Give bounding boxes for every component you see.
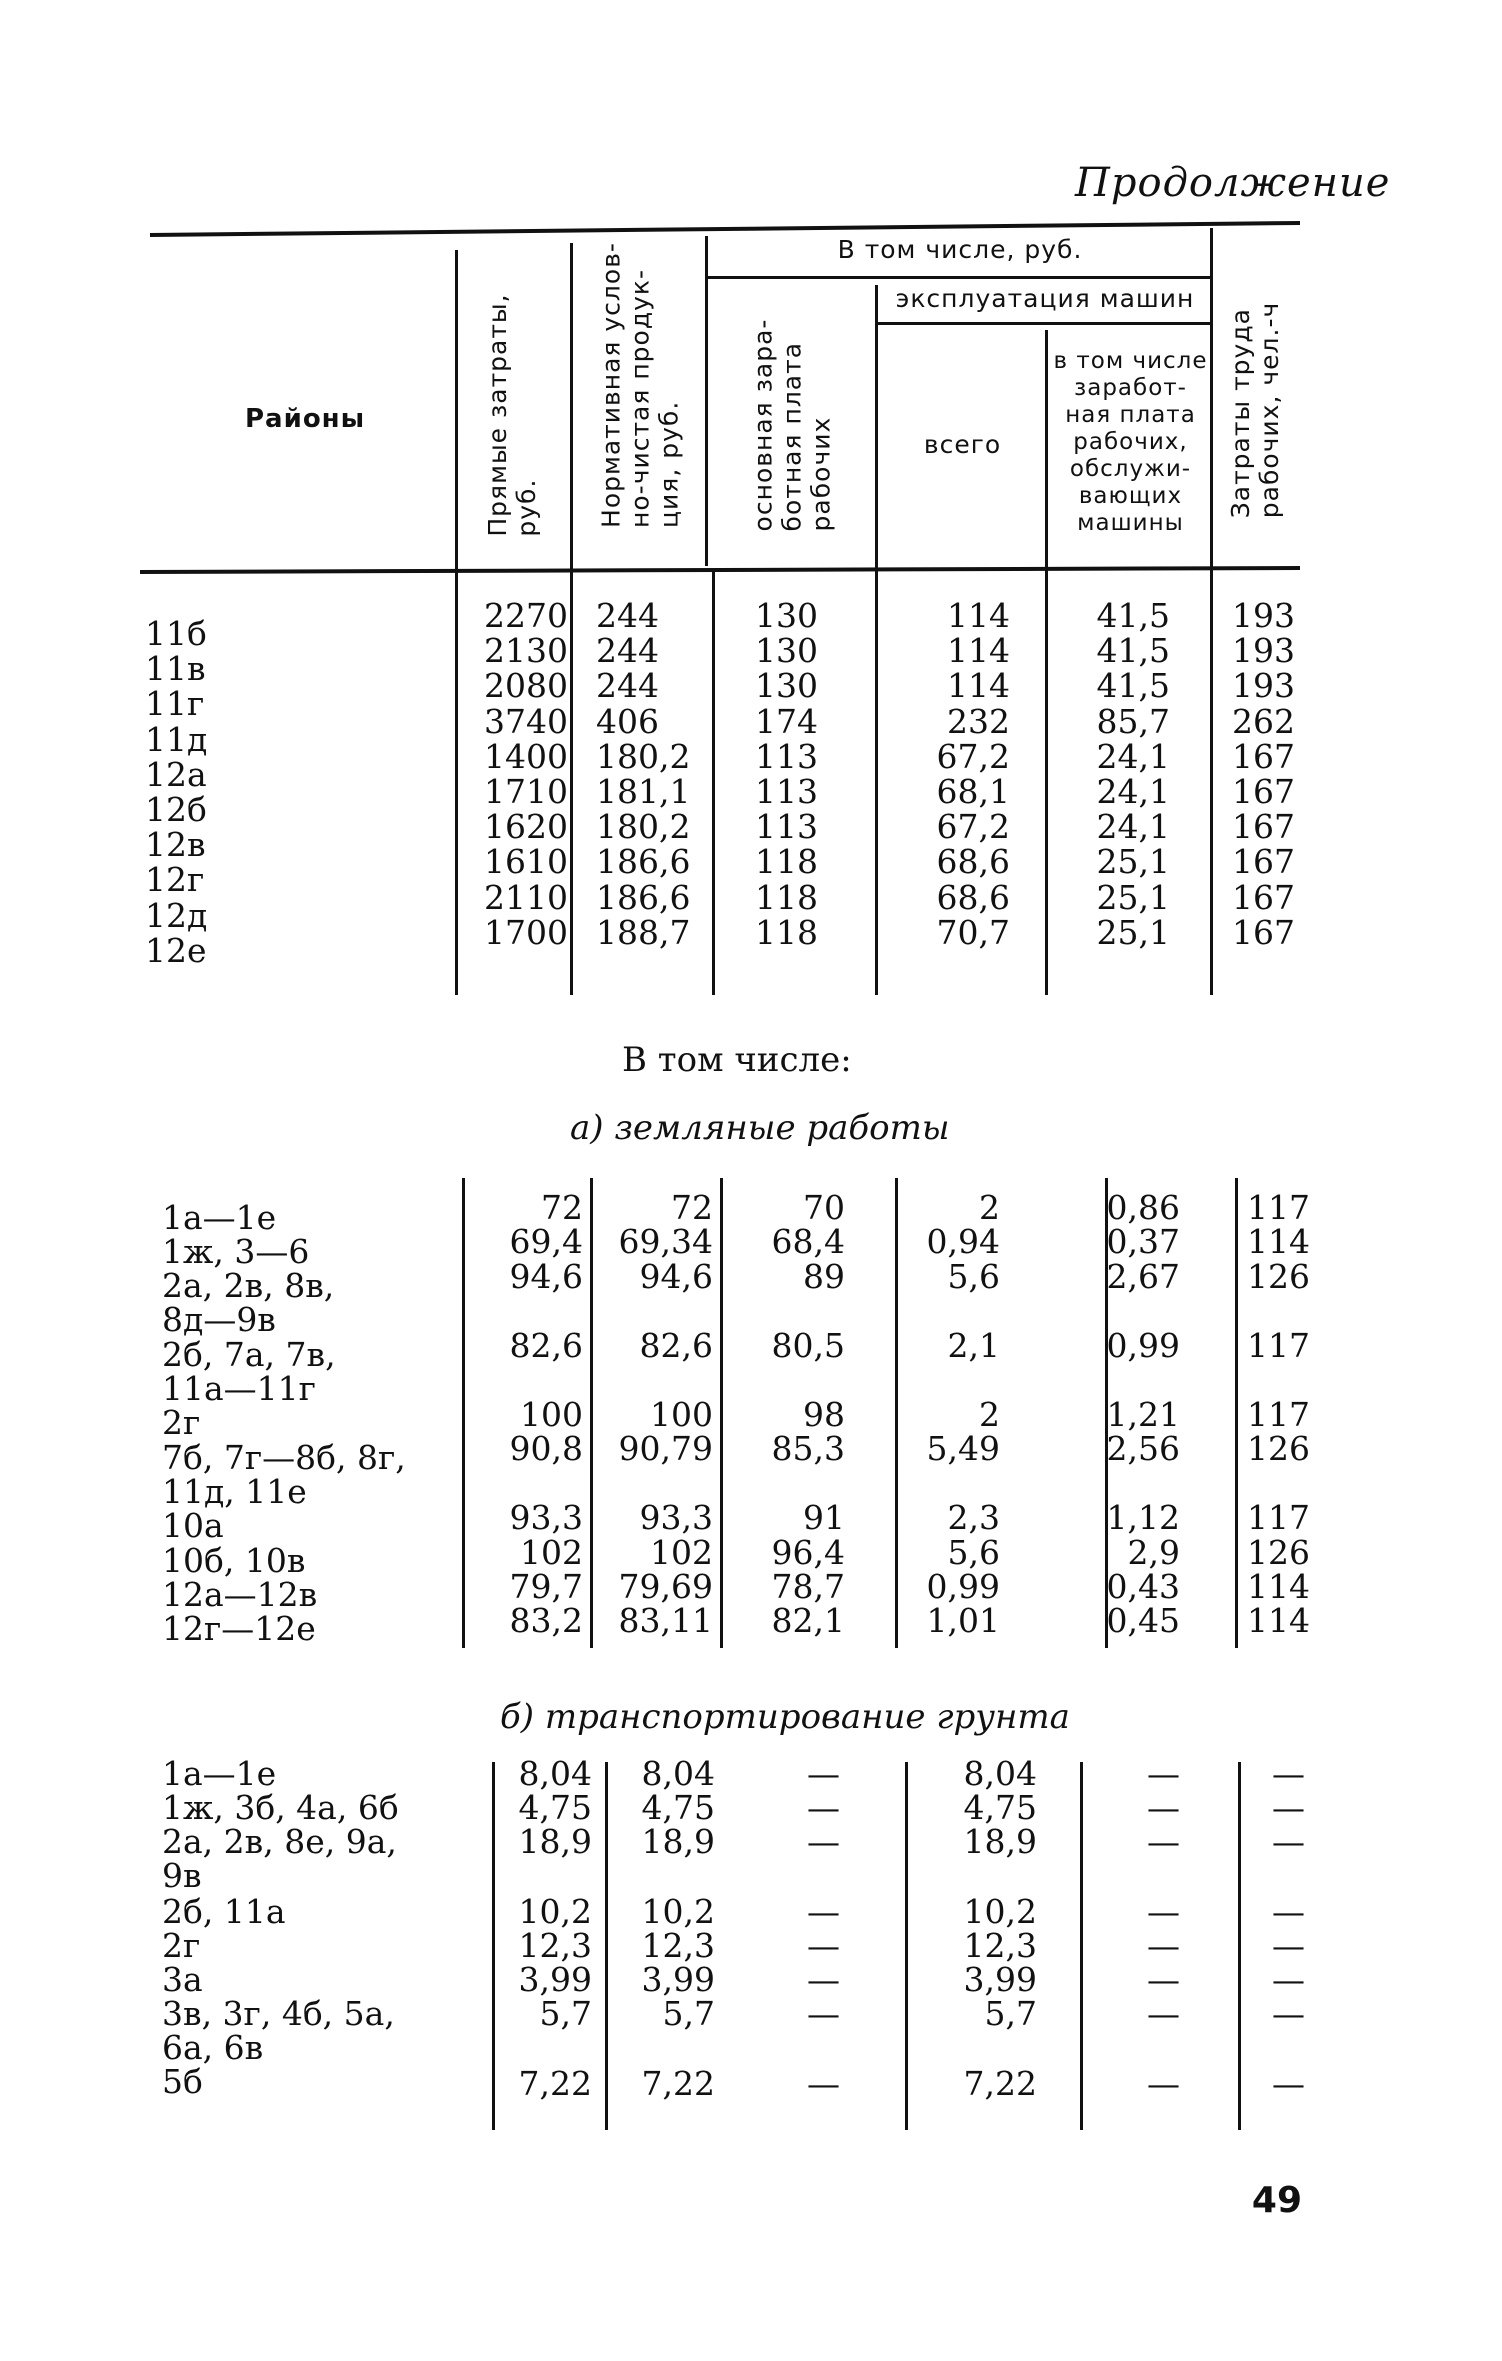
table-cell: 1620 [484, 807, 568, 847]
table-cell: 244 [596, 631, 659, 671]
region-label: 12а—12в [162, 1575, 318, 1614]
dash-cell: — [1272, 1926, 1305, 1965]
region-label: 2г [162, 1926, 201, 1965]
table-cell: 7,22 [963, 2064, 1037, 2103]
region-label: 9в [162, 1856, 202, 1895]
dash-cell: — [807, 1892, 840, 1931]
table-cell: 0,99 [1106, 1326, 1180, 1365]
table-cell: 12,3 [518, 1926, 592, 1965]
dash-cell: — [1147, 1926, 1180, 1965]
table-cell: 188,7 [596, 912, 691, 952]
table-cell: 82,6 [509, 1326, 583, 1365]
table-cell: 24,1 [1096, 807, 1170, 847]
table-cell: 5,6 [947, 1533, 1000, 1572]
dash-cell: — [807, 1822, 840, 1861]
region-label: 1ж, 3б, 4а, 6б [162, 1788, 399, 1827]
dash-cell: — [807, 1754, 840, 1793]
region-label: 11д [145, 719, 208, 759]
table-cell: 79,69 [618, 1567, 713, 1606]
table-cell: 2080 [484, 666, 568, 706]
table-cell: 10,2 [641, 1892, 715, 1931]
region-label: 3а [162, 1960, 203, 1999]
table-cell: 18,9 [641, 1822, 715, 1861]
table-cell: 8,04 [518, 1754, 592, 1793]
table-cell: 113 [755, 736, 818, 776]
table-cell: 2,56 [1106, 1429, 1180, 1468]
table-cell: 93,3 [509, 1498, 583, 1537]
dash-cell: — [1272, 1788, 1305, 1827]
dash-cell: — [1272, 1754, 1305, 1793]
table-cell: 167 [1232, 842, 1295, 882]
table-cell: 1610 [484, 842, 568, 882]
table-cell: 3740 [484, 701, 568, 741]
table-cell: 68,6 [936, 842, 1010, 882]
table-cell: 181,1 [596, 772, 691, 811]
table-cell: 0,43 [1106, 1567, 1180, 1606]
table-cell: 167 [1232, 772, 1295, 811]
dash-cell: — [1272, 1892, 1305, 1931]
table-cell: 130 [755, 666, 818, 706]
region-label: 2г [162, 1403, 201, 1442]
table-cell: 114 [947, 596, 1010, 635]
table-cell: 2,1 [947, 1326, 1000, 1365]
table-cell: 0,99 [926, 1567, 1000, 1606]
dash-cell: — [1147, 1892, 1180, 1931]
table-cell: 117 [1247, 1498, 1310, 1537]
section3-title: б) транспортирование грунта [500, 1697, 1070, 1737]
table-cell: 130 [755, 631, 818, 671]
table-cell: 69,34 [618, 1222, 713, 1261]
table-cell: 82,6 [639, 1326, 713, 1365]
dash-cell: — [1272, 1994, 1305, 2033]
header-base-wage: основная зара- ботная плата рабочих [748, 318, 836, 532]
table-cell: 3,99 [518, 1960, 592, 1999]
page-number: 49 [1251, 2180, 1302, 2221]
region-label: 11д, 11е [162, 1472, 307, 1511]
table-cell: 126 [1247, 1429, 1310, 1468]
table-cell: 114 [1247, 1222, 1310, 1261]
table-cell: 167 [1232, 912, 1295, 952]
table-cell: 5,7 [984, 1994, 1037, 2033]
region-label: 6а, 6в [162, 2028, 264, 2067]
table-cell: 90,79 [618, 1429, 713, 1468]
table-cell: 82,1 [771, 1601, 845, 1640]
table-cell: 2 [979, 1188, 1000, 1227]
table-cell: 1,12 [1106, 1498, 1180, 1537]
s2-vline-6 [1235, 1178, 1238, 1648]
table-cell: 68,1 [936, 772, 1010, 811]
table-cell: 126 [1247, 1533, 1310, 1572]
table-cell: 4,75 [641, 1788, 715, 1827]
table-cell: 1,21 [1106, 1395, 1180, 1434]
table-cell: 7,22 [641, 2064, 715, 2103]
table-cell: 67,2 [936, 807, 1010, 847]
table-cell: 85,7 [1096, 701, 1170, 741]
table-cell: 12,3 [641, 1926, 715, 1965]
table-cell: 167 [1232, 807, 1295, 847]
table-cell: 90,8 [509, 1429, 583, 1468]
table-cell: 41,5 [1096, 631, 1170, 671]
table-cell: 10,2 [518, 1892, 592, 1931]
s3-vline-3 [905, 1762, 908, 2130]
header-machine-ops: эксплуатация машин [895, 284, 1195, 313]
header-vline-1 [455, 250, 458, 995]
table-cell: 117 [1247, 1188, 1310, 1227]
table-cell: 69,4 [509, 1222, 583, 1261]
table-cell: 24,1 [1096, 772, 1170, 811]
table-cell: 244 [596, 666, 659, 706]
table-cell: 79,7 [509, 1567, 583, 1606]
region-label: 8д—9в [162, 1300, 276, 1339]
table-cell: 0,86 [1106, 1188, 1180, 1227]
region-label: 11г [145, 684, 205, 724]
table-cell: 167 [1232, 877, 1295, 917]
dash-cell: — [807, 1788, 840, 1827]
table-cell: 2,9 [1127, 1533, 1180, 1572]
table-cell: 7,22 [518, 2064, 592, 2103]
table-cell: 5,7 [539, 1994, 592, 2033]
table-cell: 193 [1232, 596, 1295, 635]
dash-cell: — [1272, 1822, 1305, 1861]
table-cell: 180,2 [596, 736, 691, 776]
table-cell: 113 [755, 807, 818, 847]
table-cell: 102 [650, 1533, 713, 1572]
table-cell: 67,2 [936, 736, 1010, 776]
region-label: 2а, 2в, 8в, [162, 1266, 335, 1305]
table-cell: 114 [947, 666, 1010, 706]
header-including: В том числе, руб. [837, 235, 1083, 264]
s2-vline-2 [590, 1178, 593, 1648]
region-label: 11б [145, 614, 207, 653]
table-cell: 2270 [484, 596, 568, 635]
header-regions: Районы [245, 404, 366, 434]
table-cell: 1700 [484, 912, 568, 952]
table-cell: 1710 [484, 772, 568, 811]
header-total: всего [923, 430, 1002, 459]
region-label: 1ж, 3—6 [162, 1232, 310, 1271]
table-cell: 2,67 [1106, 1257, 1180, 1296]
table-cell: 25,1 [1096, 912, 1170, 952]
table-cell: 1400 [484, 736, 568, 776]
s3-vline-4 [1080, 1762, 1083, 2130]
table-cell: 118 [755, 842, 818, 882]
table-cell: 232 [947, 701, 1010, 741]
region-label: 5б [162, 2062, 203, 2101]
table-cell: 12,3 [963, 1926, 1037, 1965]
region-label: 12а [145, 754, 207, 794]
table-cell: 193 [1232, 666, 1295, 706]
table-cell: 2,3 [947, 1498, 1000, 1537]
table-cell: 117 [1247, 1326, 1310, 1365]
table-cell: 25,1 [1096, 842, 1170, 882]
table-cell: 114 [1247, 1601, 1310, 1640]
machines-hline [875, 322, 1210, 325]
table-cell: 80,5 [771, 1326, 845, 1365]
header-machine-wage: в том числе заработ- ная плата рабочих, обслужи- вающих машины [1053, 348, 1208, 536]
section2-title: а) земляные работы [570, 1108, 950, 1148]
table-cell: 8,04 [963, 1754, 1037, 1793]
region-label: 12в [145, 825, 206, 865]
table-cell: 68,4 [771, 1222, 845, 1261]
region-label: 12г—12е [162, 1609, 316, 1648]
region-label: 7б, 7г—8б, 8г, [162, 1438, 406, 1477]
s3-vline-2 [605, 1762, 608, 2130]
region-label: 1а—1е [162, 1198, 277, 1237]
table-cell: 94,6 [509, 1257, 583, 1296]
table-cell: 18,9 [518, 1822, 592, 1861]
header-vline-2 [570, 243, 573, 995]
region-label: 2б, 7а, 7в, [162, 1335, 336, 1374]
s2-vline-4 [895, 1178, 898, 1648]
header-normative: Нормативная услов- но-чистая продук- ция, руб. [596, 242, 684, 528]
table-cell: 180,2 [596, 807, 691, 847]
table-cell: 0,37 [1106, 1222, 1180, 1261]
s2-vline-1 [462, 1178, 465, 1648]
table-cell: 5,6 [947, 1257, 1000, 1296]
table-cell: 25,1 [1096, 877, 1170, 917]
table-cell: 4,75 [963, 1788, 1037, 1827]
table-cell: 24,1 [1096, 736, 1170, 776]
region-label: 10а [162, 1506, 224, 1545]
table-cell: 94,6 [639, 1257, 713, 1296]
table-cell: 70,7 [936, 912, 1010, 952]
dash-cell: — [1147, 1822, 1180, 1861]
table-cell: 262 [1232, 701, 1295, 741]
table-cell: 193 [1232, 631, 1295, 671]
table-cell: 2 [979, 1395, 1000, 1434]
header-vline-3 [705, 236, 708, 566]
table-cell: 68,6 [936, 877, 1010, 917]
region-label: 3в, 3г, 4б, 5а, [162, 1994, 395, 2033]
table-cell: 8,04 [641, 1754, 715, 1793]
table-cell: 18,9 [963, 1822, 1037, 1861]
table-cell: 186,6 [596, 842, 691, 882]
including-hline [705, 276, 1210, 279]
s2-vline-3 [720, 1178, 723, 1648]
dash-cell: — [1147, 1788, 1180, 1827]
dash-cell: — [1147, 1754, 1180, 1793]
table-cell: 2110 [484, 877, 568, 917]
table-cell: 244 [596, 596, 659, 635]
table-cell: 102 [520, 1533, 583, 1572]
table-cell: 0,94 [926, 1222, 1000, 1261]
table-cell: 118 [755, 877, 818, 917]
s3-vline-5 [1238, 1762, 1241, 2130]
header-bottom-rule [140, 566, 1300, 574]
table-cell: 126 [1247, 1257, 1310, 1296]
table-cell: 406 [596, 701, 659, 741]
table-cell: 85,3 [771, 1429, 845, 1468]
table-cell: 5,49 [926, 1429, 1000, 1468]
dash-cell: — [807, 2064, 840, 2103]
region-label: 12е [145, 930, 207, 970]
dash-cell: — [1147, 1960, 1180, 1999]
table-cell: 114 [1247, 1567, 1310, 1606]
dash-cell: — [807, 1994, 840, 2033]
region-label: 2б, 11а [162, 1892, 286, 1931]
table-cell: 41,5 [1096, 596, 1170, 635]
table-cell: 3,99 [963, 1960, 1037, 1999]
table-cell: 89 [803, 1257, 845, 1296]
region-label: 11в [145, 649, 206, 689]
dash-cell: — [1272, 1960, 1305, 1999]
table-cell: 83,2 [509, 1601, 583, 1640]
table-cell: 114 [947, 631, 1010, 671]
table-cell: 72 [671, 1188, 713, 1227]
dash-cell: — [1147, 2064, 1180, 2103]
table-cell: 167 [1232, 736, 1295, 776]
table-cell: 91 [803, 1498, 845, 1537]
dash-cell: — [1272, 2064, 1305, 2103]
table-cell: 2130 [484, 631, 568, 671]
table-cell: 174 [755, 701, 818, 741]
region-label: 12д [145, 895, 208, 935]
region-label: 12г [145, 860, 205, 900]
table-cell: 93,3 [639, 1498, 713, 1537]
region-label: 1а—1е [162, 1754, 277, 1793]
region-label: 11а—11г [162, 1369, 316, 1408]
table-cell: 1,01 [926, 1601, 1000, 1640]
region-label: 12б [145, 790, 207, 829]
region-label: 10б, 10в [162, 1541, 306, 1580]
s3-vline-1 [492, 1762, 495, 2130]
header-vline-6 [1210, 228, 1213, 995]
table-cell: 3,99 [641, 1960, 715, 1999]
table-cell: 0,45 [1106, 1601, 1180, 1640]
table-cell: 96,4 [771, 1533, 845, 1572]
header-labor: Затраты труда рабочих, чел.-ч [1226, 301, 1284, 519]
table-cell: 83,11 [618, 1601, 713, 1640]
table-cell: 100 [520, 1395, 583, 1434]
table-cell: 113 [755, 772, 818, 811]
table-cell: 70 [803, 1188, 845, 1227]
table-cell: 10,2 [963, 1892, 1037, 1931]
table-cell: 72 [541, 1188, 583, 1227]
dash-cell: — [807, 1960, 840, 1999]
continuation-label: Продолжение [1075, 160, 1391, 206]
table-cell: 118 [755, 912, 818, 952]
table-cell: 100 [650, 1395, 713, 1434]
header-direct-costs: Прямые затраты, руб. [483, 293, 541, 537]
region-label: 2а, 2в, 8е, 9а, [162, 1822, 397, 1861]
header-vline-4 [875, 285, 878, 995]
table-cell: 186,6 [596, 877, 691, 917]
dash-cell: — [1147, 1994, 1180, 2033]
table-cell: 41,5 [1096, 666, 1170, 706]
table-cell: 78,7 [771, 1567, 845, 1606]
table-cell: 117 [1247, 1395, 1310, 1434]
including-title: В том числе: [622, 1040, 852, 1080]
header-vline-3b [712, 572, 715, 995]
table-cell: 98 [803, 1395, 845, 1434]
dash-cell: — [807, 1926, 840, 1965]
table-cell: 5,7 [662, 1994, 715, 2033]
table-cell: 130 [755, 596, 818, 635]
table-cell: 4,75 [518, 1788, 592, 1827]
